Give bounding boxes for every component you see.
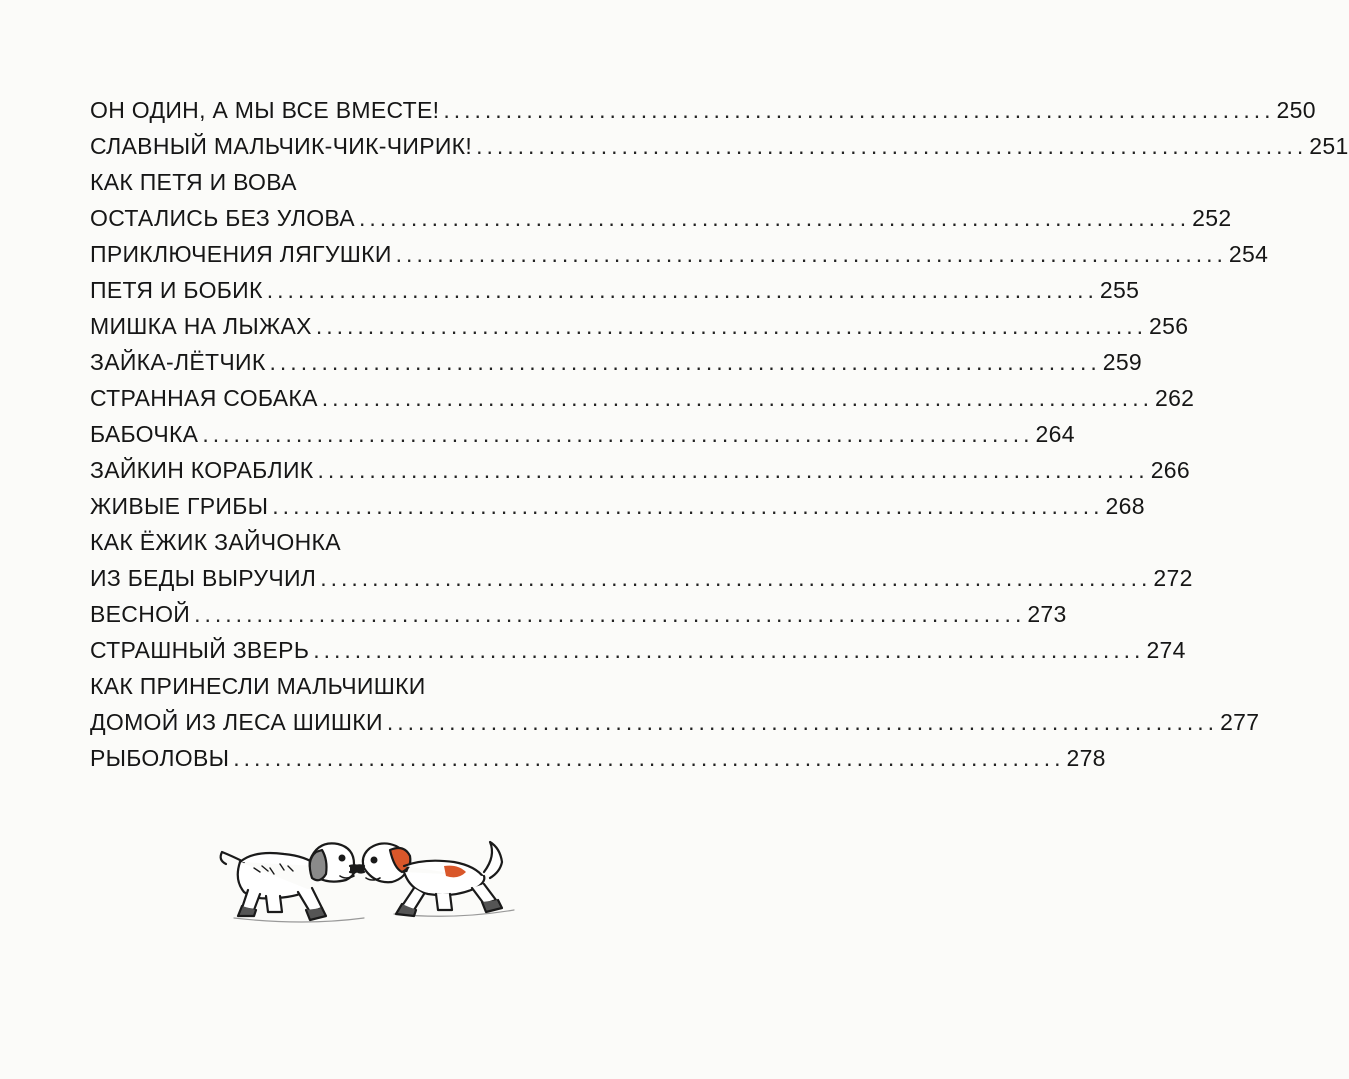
toc-entry-page: 255 xyxy=(1099,277,1140,303)
toc-entry-title: МИШКА НА ЛЫЖАХ xyxy=(90,313,312,339)
toc-entry-title: КАК ПРИНЕСЛИ МАЛЬЧИШКИ xyxy=(90,673,426,699)
toc-entry xyxy=(90,524,640,560)
toc-entry-title: СЛАВНЫЙ МАЛЬЧИК-ЧИК-ЧИРИК! xyxy=(90,133,473,159)
toc-entry-page: 264 xyxy=(1035,421,1075,447)
toc-entry xyxy=(90,200,1232,236)
toc-leader-dots: ................................................................................ xyxy=(269,349,1101,375)
toc-entry xyxy=(90,308,1189,344)
toc-entry-title: СТРАШНЫЙ ЗВЕРЬ xyxy=(90,637,310,663)
toc-entry xyxy=(90,668,640,704)
toc-entry-title: ДОМОЙ ИЗ ЛЕСА ШИШКИ xyxy=(90,709,383,735)
toc-entry-title: РЫБОЛОВЫ xyxy=(90,745,230,771)
toc-entry-page: 277 xyxy=(1220,709,1260,735)
toc-entry xyxy=(90,272,1140,308)
toc-entry-page: 266 xyxy=(1150,457,1190,483)
toc-entry xyxy=(90,344,1143,380)
toc-entry-page: 273 xyxy=(1027,601,1067,627)
toc-leader-dots: ................................................................................ xyxy=(443,97,1275,123)
toc-entry xyxy=(90,488,1145,524)
toc-entry xyxy=(90,164,640,200)
toc-leader-dots: ................................................................................ xyxy=(266,277,1098,303)
toc-entry xyxy=(90,416,1075,452)
toc-entry-title: КАК ЁЖИК ЗАЙЧОНКА xyxy=(90,529,341,555)
toc-entry xyxy=(90,380,1195,416)
right-puppy xyxy=(354,842,502,916)
toc-entry-title: ОН ОДИН, А МЫ ВСЕ ВМЕСТЕ! xyxy=(90,97,440,123)
toc-leader-dots: ................................................................................ xyxy=(395,241,1227,267)
toc-leader-dots: ................................................................................ xyxy=(320,565,1152,591)
toc-entry-title: ПРИКЛЮЧЕНИЯ ЛЯГУШКИ xyxy=(90,241,392,267)
toc-entry-title: ЗАЙКА-ЛЁТЧИК xyxy=(90,349,266,375)
toc-entry xyxy=(90,92,1316,128)
toc-leader-dots: ................................................................................ xyxy=(317,457,1149,483)
toc-leader-dots: ................................................................................ xyxy=(358,205,1191,231)
toc-entry xyxy=(90,632,1186,668)
toc-leader-dots: ................................................................................ xyxy=(315,313,1148,339)
toc-entry-page: 268 xyxy=(1105,493,1145,519)
toc-leader-dots: ................................................................................ xyxy=(386,709,1219,735)
toc-entry-title: ПЕТЯ И БОБИК xyxy=(90,277,263,303)
table-of-contents xyxy=(90,92,1349,776)
toc-entry-title: КАК ПЕТЯ И ВОВА xyxy=(90,169,297,195)
toc-entry-page: 274 xyxy=(1146,637,1186,663)
toc-entry-page: 278 xyxy=(1066,745,1106,771)
toc-entry-title: СТРАННАЯ СОБАКА xyxy=(90,385,318,411)
toc-entry xyxy=(90,560,1193,596)
toc-entry xyxy=(90,740,1106,776)
toc-entry xyxy=(90,236,1269,272)
toc-entry-page: 262 xyxy=(1154,385,1195,411)
toc-entry xyxy=(90,596,1067,632)
toc-entry-page: 250 xyxy=(1276,97,1316,123)
two-puppies-illustration xyxy=(214,822,524,934)
toc-leader-dots: ................................................................................ xyxy=(233,745,1065,771)
toc-entry-title: ИЗ БЕДЫ ВЫРУЧИЛ xyxy=(90,565,317,591)
toc-entry-title: ЖИВЫЕ ГРИБЫ xyxy=(90,493,269,519)
toc-entry xyxy=(90,452,1190,488)
toc-leader-dots: ................................................................................ xyxy=(194,601,1026,627)
toc-entry-page: 259 xyxy=(1102,349,1143,375)
toc-entry-page: 251 xyxy=(1309,133,1349,159)
toc-entry-title: ЗАЙКИН КОРАБЛИК xyxy=(90,457,314,483)
toc-entry-title: БАБОЧКА xyxy=(90,421,199,447)
toc-leader-dots: ................................................................................ xyxy=(313,637,1145,663)
toc-leader-dots: ................................................................................ xyxy=(476,133,1308,159)
toc-entry xyxy=(90,128,1349,164)
toc-entry-page: 252 xyxy=(1192,205,1232,231)
toc-entry-page: 256 xyxy=(1149,313,1189,339)
toc-leader-dots: ................................................................................ xyxy=(272,493,1104,519)
left-puppy xyxy=(221,843,360,920)
toc-leader-dots: ................................................................................ xyxy=(202,421,1034,447)
toc-entry-page: 254 xyxy=(1228,241,1269,267)
toc-leader-dots: ................................................................................ xyxy=(321,385,1153,411)
toc-entry-title: ОСТАЛИСЬ БЕЗ УЛОВА xyxy=(90,205,355,231)
toc-entry xyxy=(90,704,1260,740)
toc-entry-page: 272 xyxy=(1153,565,1193,591)
toc-entry-title: ВЕСНОЙ xyxy=(90,601,191,627)
